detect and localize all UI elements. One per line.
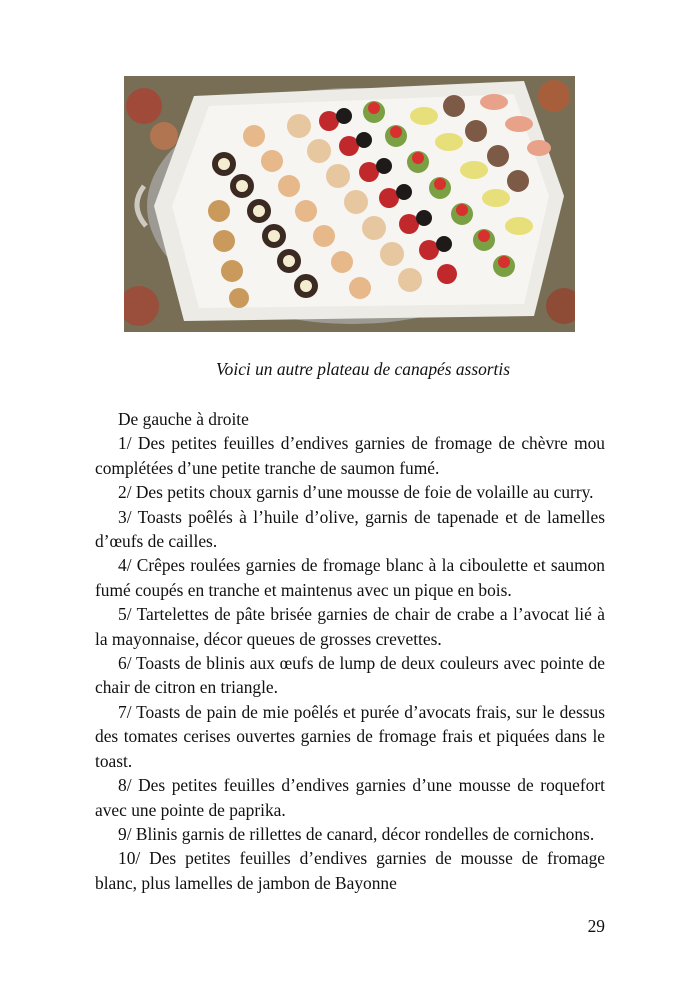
list-item: 7/ Toasts de pain de mie poêlés et purée d’avocats frais, sur le dessus des tomates cerises ouvertes garnies de fromage frais et piquées dans le toast. xyxy=(95,701,605,771)
list-item: 6/ Toasts de blinis aux œufs de lump de deux couleurs avec pointe de chair de citron en triangle. xyxy=(95,653,605,698)
list-item: 9/ Blinis garnis de rillettes de canard, décor rondelles de cornichons. xyxy=(118,823,595,844)
list-item: 10/ Des petites feuilles d’endives garnies de mousse de fromage blanc, plus lamelles de jambon de Bayonne xyxy=(95,848,605,893)
page-number: 29 xyxy=(587,916,605,936)
food-platter-photo xyxy=(124,76,575,332)
list-item: 2/ Des petits choux garnis d’une mousse de foie de volaille au curry. xyxy=(118,482,594,503)
photo-caption: Voici un autre plateau de canapés assortis xyxy=(215,359,510,379)
recipe-list xyxy=(95,407,605,895)
intro-line: De gauche à droite xyxy=(118,409,249,429)
list-item: 4/ Crêpes roulées garnies de fromage blanc à la ciboulette et saumon fumé coupés en tranche et maintenus avec un pique en bois. xyxy=(95,555,605,600)
list-item: 1/ Des petites feuilles d’endives garnies de fromage de chèvre mou complétées d’une petite tranche de saumon fumé. xyxy=(95,433,605,478)
list-item: 5/ Tartelettes de pâte brisée garnies de chair de crabe a l’avocat lié à la mayonnaise, décor queues de grosses crevettes. xyxy=(95,604,605,649)
list-item: 8/ Des petites feuilles d’endives garnies d’une mousse de roquefort avec une pointe de paprika. xyxy=(95,775,605,820)
list-item: 3/ Toasts poêlés à l’huile d’olive, garnis de tapenade et de lamelles d’œufs de cailles. xyxy=(95,506,605,552)
